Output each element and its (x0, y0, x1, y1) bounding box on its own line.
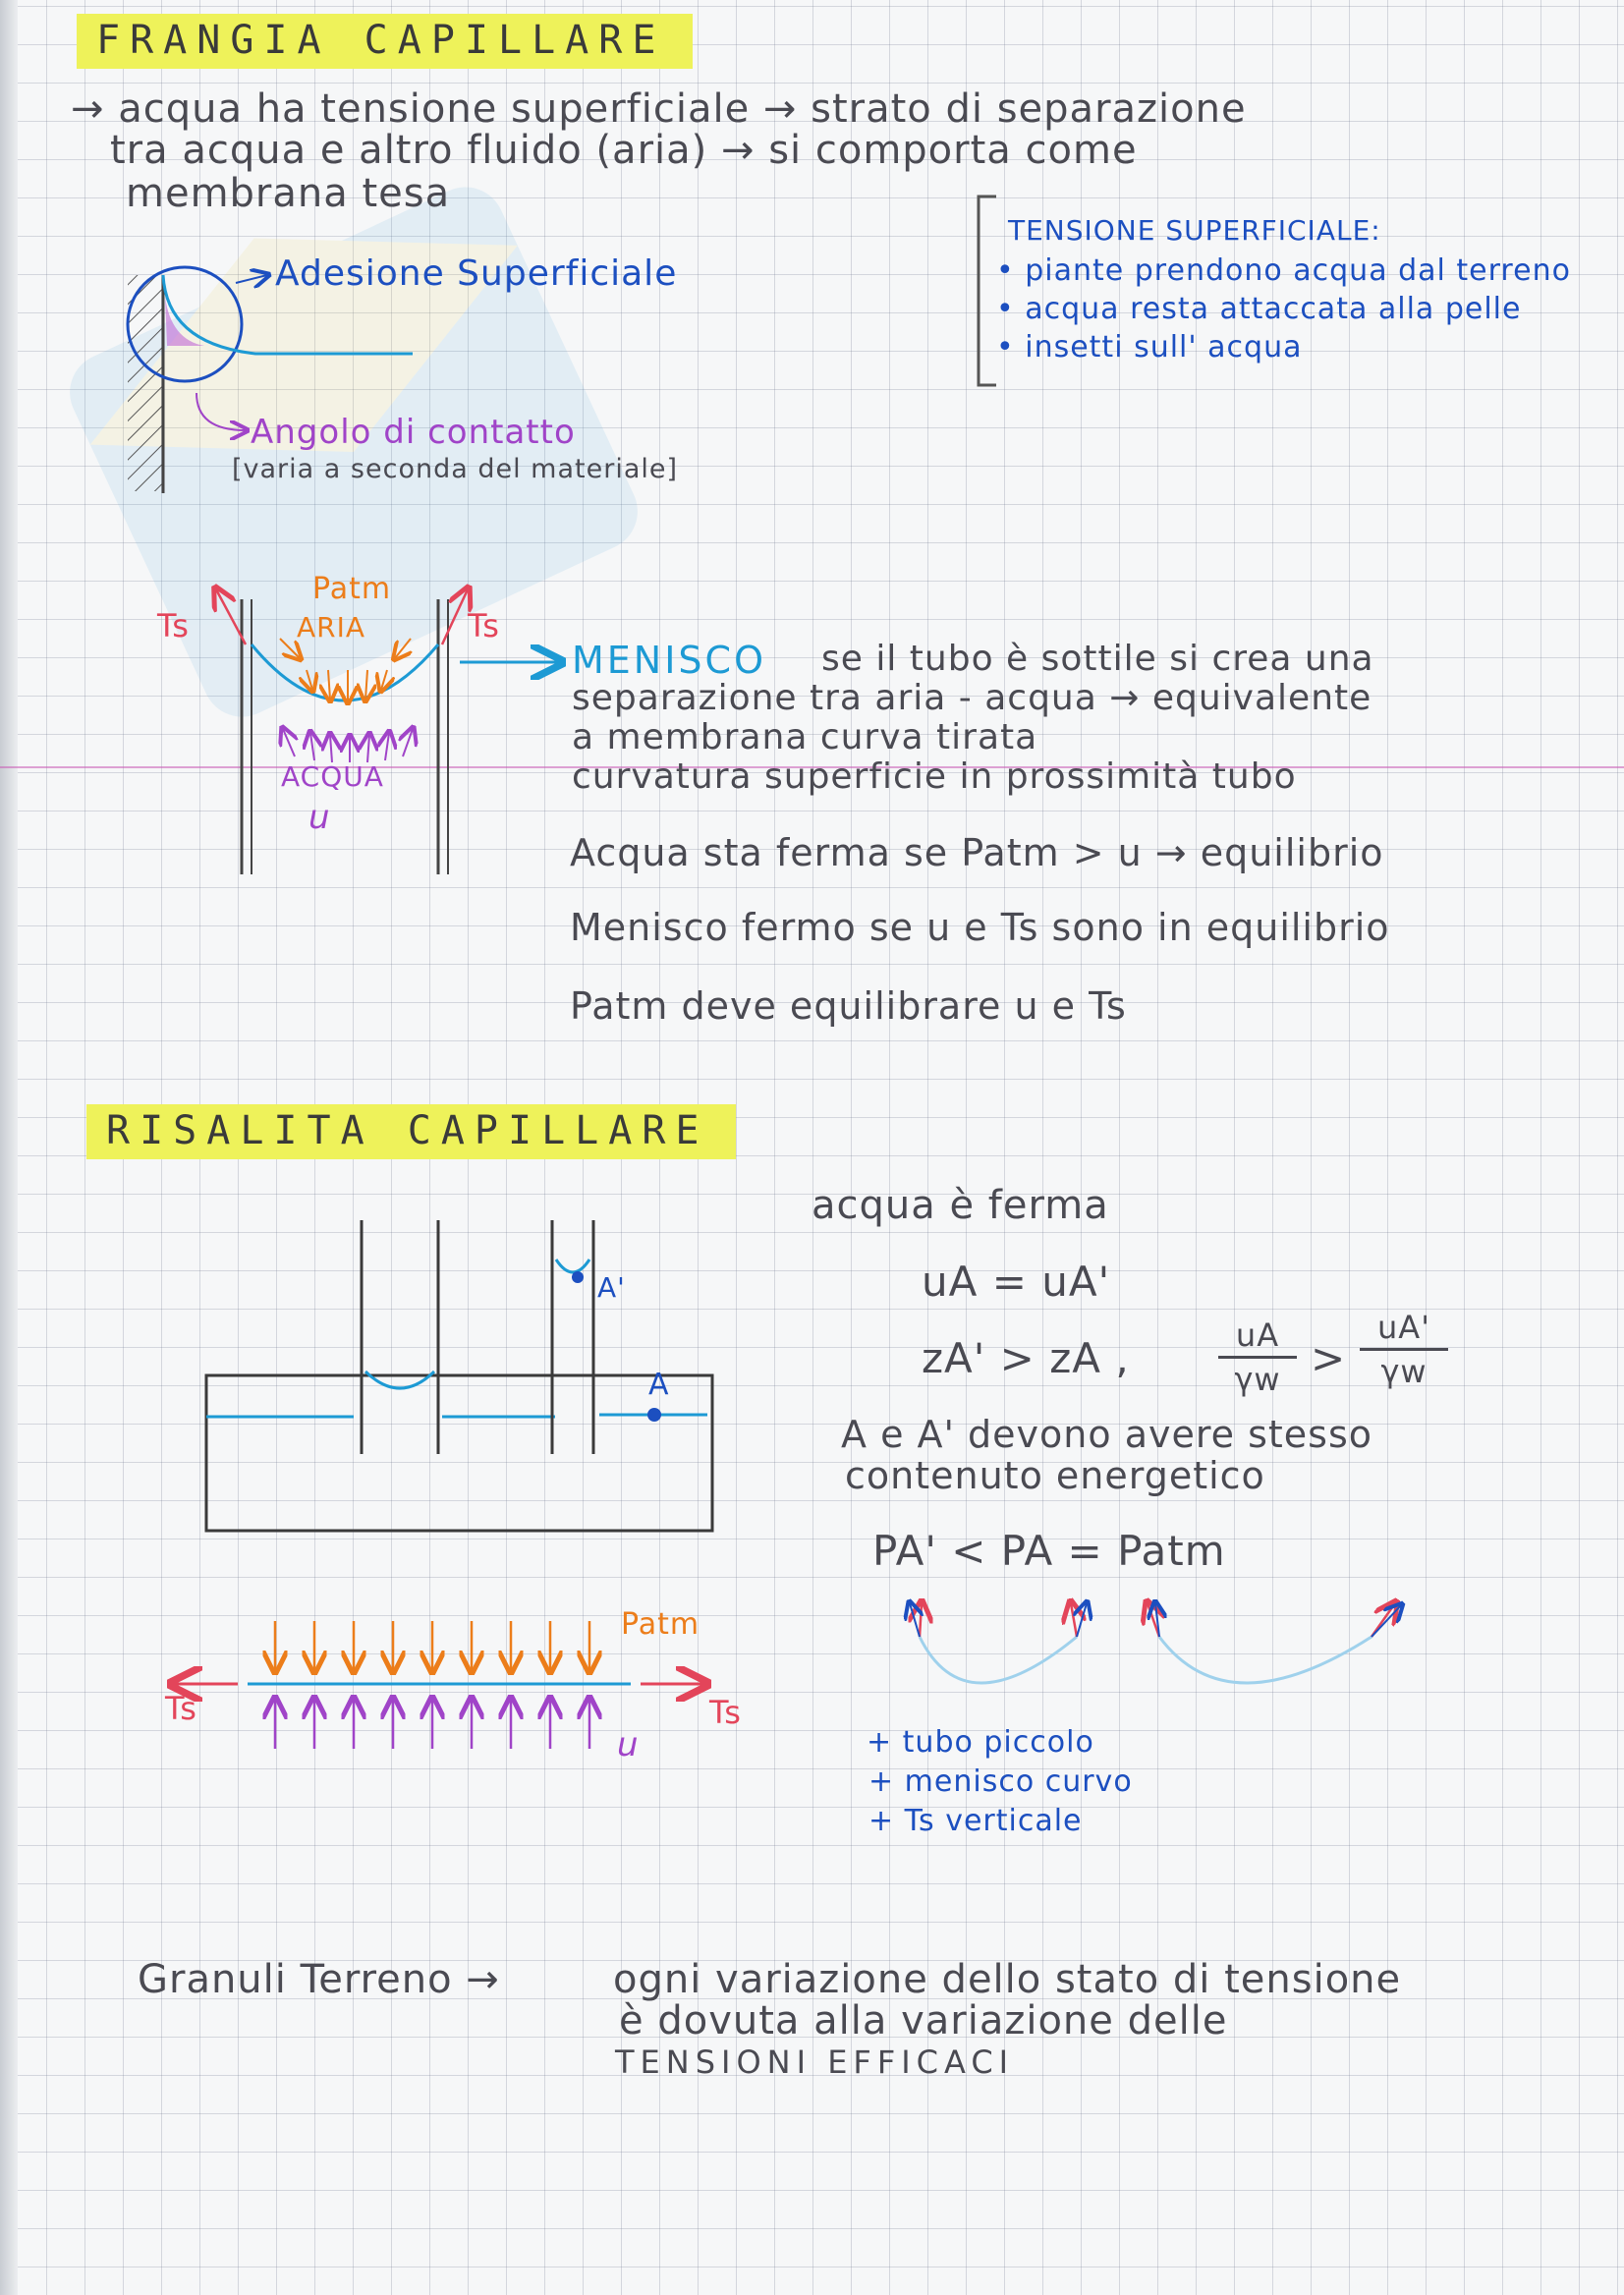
energy-line-2: contenuto energetico (845, 1454, 1265, 1497)
equilibrium-2: Menisco fermo se u e Ts sono in equilibrio (570, 906, 1390, 949)
tensione-item-2: • acqua resta attaccata alla pelle (996, 292, 1522, 326)
meniscus-force-sketch (894, 1592, 1425, 1729)
force-ts-right: Ts (709, 1694, 742, 1731)
fraction-right-bar (1360, 1348, 1448, 1351)
granuli-line-1: ogni variazione dello stato di tensione (613, 1957, 1402, 2002)
fraction-left (1218, 1316, 1297, 1398)
fraction-right-den: γw (1380, 1353, 1428, 1390)
angolo-label: Angolo di contatto (251, 413, 576, 452)
fraction-left-den: γw (1234, 1361, 1281, 1398)
adesione-label: Adesione Superficiale (275, 253, 678, 294)
menisco-u-label: u (308, 798, 331, 837)
equilibrium-1: Acqua sta ferma se Patm > u → equilibrio (570, 831, 1384, 874)
tensione-item-3: • insetti sull' acqua (996, 330, 1303, 364)
fraction-left-bar (1218, 1356, 1297, 1359)
menisco-line-3: a membrana curva tirata (572, 717, 1038, 757)
granuli-line-2: è dovuta alla variazione delle (619, 1998, 1228, 2043)
menisco-aria-label: ARIA (297, 611, 366, 644)
menisco-ts-left: Ts (157, 607, 190, 644)
force-u-label: u (617, 1725, 640, 1764)
acqua-ferma: acqua è ferma (812, 1183, 1109, 1228)
equilibrium-3: Patm deve equilibrare u e Ts (570, 984, 1127, 1028)
fraction-right-num: uA' (1377, 1309, 1430, 1346)
intro-line-3: membrana tesa (126, 171, 451, 216)
granuli-line-3: TENSIONI EFFICACI (615, 2043, 1015, 2081)
tensione-title: TENSIONE SUPERFICIALE: (1008, 214, 1381, 247)
angolo-note: [varia a seconda del materiale] (232, 454, 679, 484)
force-patm-label: Patm (621, 1607, 700, 1642)
menisco-ts-right: Ts (468, 607, 500, 644)
capillary-rise-diagram (196, 1208, 727, 1542)
fraction-gt: > (1311, 1334, 1347, 1382)
equation-z: zA' > zA , (922, 1334, 1130, 1382)
menisco-line-1: se il tubo è sottile si crea una (821, 639, 1374, 679)
section-title-frangia: FRANGIA CAPILLARE (77, 14, 693, 69)
note-1: + tubo piccolo (867, 1725, 1094, 1760)
note-2: + menisco curvo (868, 1764, 1133, 1799)
menisco-label: MENISCO (572, 639, 766, 682)
tensione-item-1: • piante prendono acqua dal terreno (996, 253, 1571, 288)
section-title-risalita: RISALITA CAPILLARE (86, 1104, 736, 1159)
force-ts-left: Ts (165, 1690, 197, 1727)
pressure-relation: PA' < PA = Patm (872, 1527, 1226, 1575)
fraction-left-num: uA (1235, 1316, 1280, 1354)
energy-line-1: A e A' devono avere stesso (841, 1413, 1373, 1456)
note-3: + Ts verticale (868, 1804, 1083, 1838)
fraction-right (1360, 1309, 1448, 1390)
menisco-patm-label: Patm (312, 572, 392, 606)
point-a-label: A (648, 1368, 670, 1402)
point-a-prime-label: A' (597, 1271, 626, 1304)
menisco-line-2: separazione tra aria - acqua → equivalente (572, 678, 1372, 718)
menisco-line-4: curvatura superficie in prossimità tubo (572, 756, 1297, 797)
menisco-acqua-label: ACQUA (281, 760, 384, 793)
granuli-label: Granuli Terreno → (138, 1957, 500, 2002)
menisco-diagram (147, 560, 580, 884)
intro-line-1: → acqua ha tensione superficiale → strato di separazione (71, 86, 1247, 132)
intro-line-2: tra acqua e altro fluido (aria) → si comporta come (110, 128, 1138, 173)
equation-u: uA = uA' (922, 1258, 1111, 1306)
